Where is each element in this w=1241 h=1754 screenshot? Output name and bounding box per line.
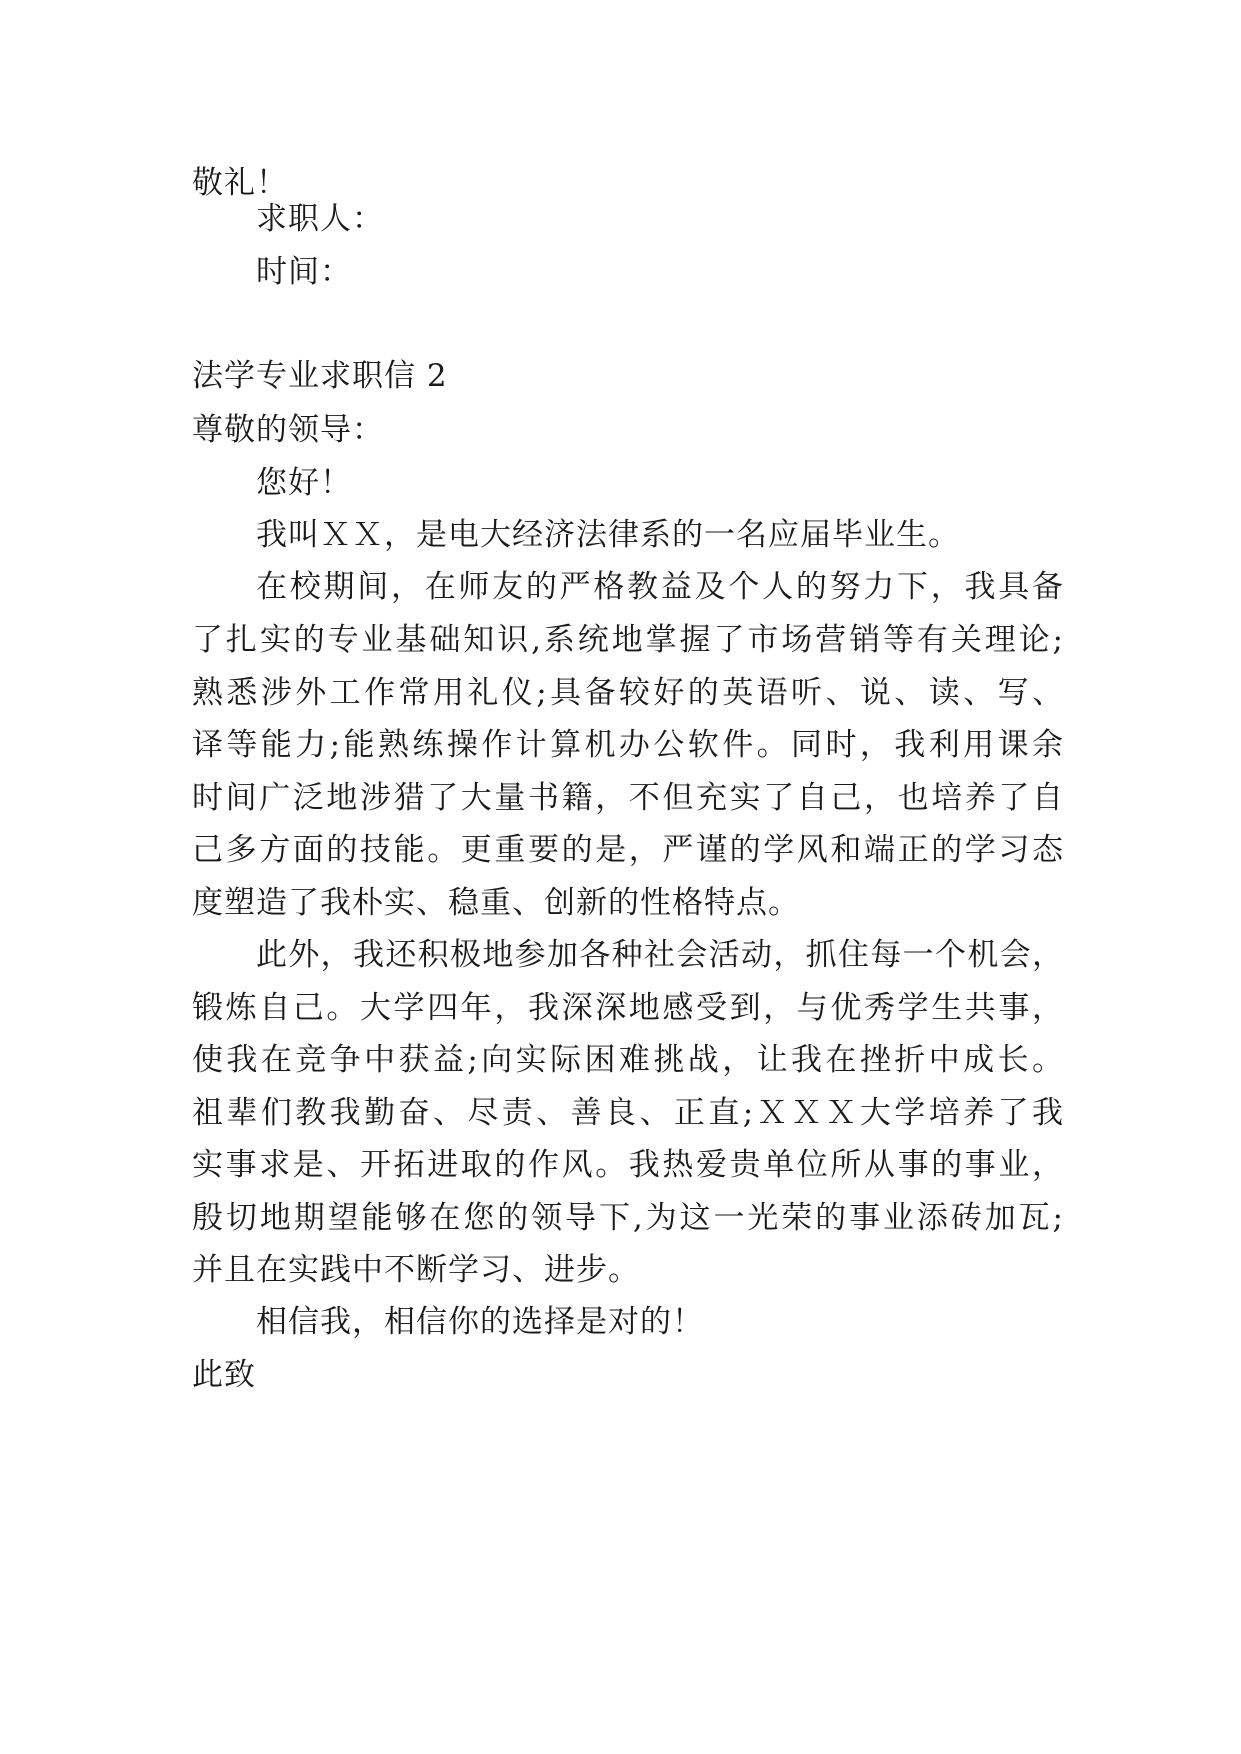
paragraph-line: 此外，我还积极地参加各种社会活动，抓住每一个机会， bbox=[256, 937, 1064, 973]
greeting: 您好！ bbox=[256, 465, 352, 501]
paragraph-line: 度塑造了我朴实、稳重、创新的性格特点。 bbox=[192, 885, 800, 921]
intro-line: 我叫ＸＸ，是电大经济法律系的一名应届毕业生。 bbox=[256, 517, 960, 553]
letter-title: 法学专业求职信 2 bbox=[192, 358, 448, 394]
salutation: 尊敬的领导： bbox=[192, 412, 384, 448]
time-label: 时间： bbox=[256, 254, 352, 290]
paragraph-line: 熟悉涉外工作常用礼仪;具备较好的英语听、说、读、写、 bbox=[192, 675, 1064, 711]
paragraph-line: 使我在竞争中获益;向实际困难挑战，让我在挫折中成长。 bbox=[192, 1042, 1064, 1078]
paragraph-line: 殷切地期望能够在您的领导下,为这一光荣的事业添砖加瓦; bbox=[192, 1200, 1064, 1236]
paragraph-line: 己多方面的技能。更重要的是，严谨的学风和端正的学习态 bbox=[192, 832, 1064, 868]
paragraph-line: 时间广泛地涉猎了大量书籍，不但充实了自己，也培养了自 bbox=[192, 780, 1064, 816]
paragraph-line: 并且在实践中不断学习、进步。 bbox=[192, 1252, 640, 1288]
believe-line: 相信我，相信你的选择是对的！ bbox=[256, 1304, 704, 1340]
paragraph-line: 在校期间，在师友的严格教益及个人的努力下，我具备 bbox=[256, 569, 1064, 605]
paragraph-line: 译等能力;能熟练操作计算机办公软件。同时，我利用课余 bbox=[192, 727, 1064, 763]
paragraph-line: 锻炼自己。大学四年，我深深地感受到，与优秀学生共事， bbox=[192, 990, 1064, 1026]
closing-salute: 敬礼！ bbox=[192, 165, 288, 201]
closing-cizhi: 此致 bbox=[192, 1357, 256, 1393]
paragraph-line: 祖辈们教我勤奋、尽责、善良、正直;ＸＸＸ大学培养了我 bbox=[192, 1095, 1064, 1131]
paragraph-line: 实事求是、开拓进取的作风。我热爱贵单位所从事的事业， bbox=[192, 1147, 1064, 1183]
paragraph-line: 了扎实的专业基础知识,系统地掌握了市场营销等有关理论; bbox=[192, 622, 1064, 658]
applicant-label: 求职人： bbox=[256, 201, 384, 237]
